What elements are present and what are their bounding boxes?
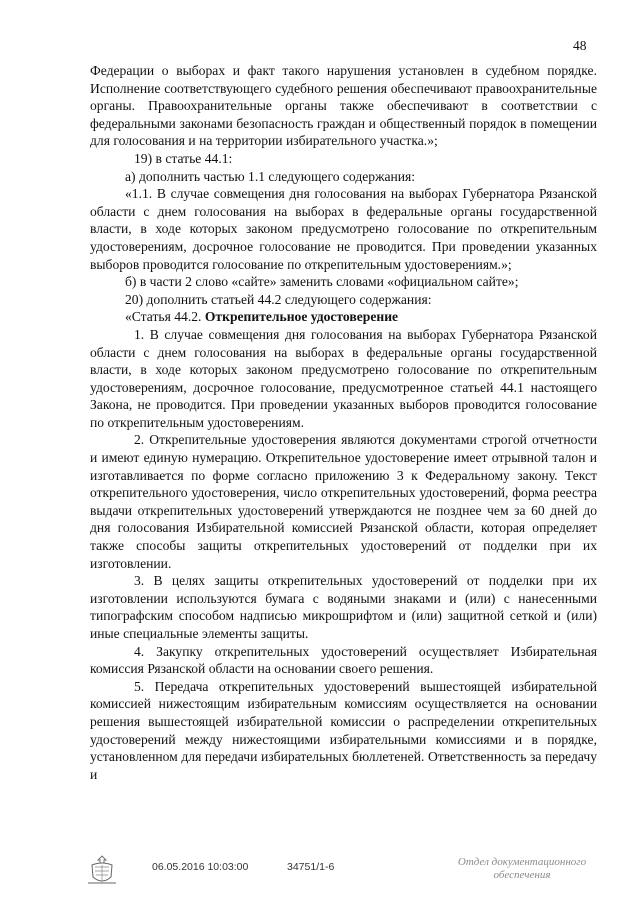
paragraph: а) дополнить частью 1.1 следующего содержания: bbox=[125, 168, 416, 184]
paragraph: 19) в статье 44.1: bbox=[134, 150, 233, 166]
department-line: обеспечения bbox=[493, 869, 551, 881]
footer-document-code: 34751/1-6 bbox=[287, 861, 335, 873]
paragraph: б) в части 2 слово «сайте» заменить словами «официальном сайте»; bbox=[125, 274, 519, 290]
article-paragraph: 4. Закупку открепительных удостоверений осуществляет Избирательная комиссия Рязанской области на основании своего решения. bbox=[90, 643, 597, 677]
page-number: 48 bbox=[573, 38, 587, 53]
article-paragraph: 5. Передача открепительных удостоверений вышестоящей избирательной комиссией нижестоящим избирательным комиссиям осуществляется на основании решения вышестоящей избирательной комиссии о распределении открепительных удостоверений между нижестоящими избирательными комиссиями и в порядке, установленном для передачи избирательных бюллетеней. Ответственность за передачу и bbox=[90, 678, 597, 782]
article-heading bbox=[90, 308, 597, 326]
article-paragraph: 1. В случае совмещения дня голосования на выборах Губернатора Рязанской области с днем голосования на выборах в федеральные органы государственной власти, в ходе которых законом предусмотрено голосование по открепительным удостоверениям, досрочное голосование, предусмотренное статьей 44.1 настоящего Закона, не проводится. При проведении указанных выборов проводится голосование по открепительным удостоверениям. bbox=[90, 326, 597, 430]
department-stamp bbox=[452, 856, 592, 882]
department-line: Отдел документационного bbox=[457, 856, 587, 868]
article-paragraph: 3. В целях защиты открепительных удостоверений от подделки при их изготовлении используются бумага с водяными знаками и (или) с нанесенными типографским способом надписью микрошрифтом и (или) защитной сеткой и (или) иные специальные элементы защиты. bbox=[90, 573, 597, 641]
paragraph: 20) дополнить статьей 44.2 следующего содержания: bbox=[125, 291, 432, 307]
article-heading-title: Открепительное удостоверение bbox=[204, 309, 399, 325]
article-paragraph: 2. Открепительные удостоверения являются документами строгой отчетности и имеют единую нумерацию. Открепительное удостоверение имеет отрывной талон и изготавливается по форме согласно приложению 3 к Федеральному закону. Текст открепительного удостоверения, число открепительных удостоверений, форма реестра выдачи открепительных удостоверений утверждаются не позднее чем за 60 дней до дня голосования Избирательной комиссией Рязанской области, которая определяет также способы защиты открепительных удостоверений от подделки при их изготовлении. bbox=[90, 432, 597, 571]
paragraph: «1.1. В случае совмещения дня голосования на выборах Губернатора Рязанской области с днем голосования на выборах в федеральные органы государственной власти, в ходе которых законом предусмотрено голосование по открепительным удостоверениям, досрочное голосование не проводится. При проведении указанных выборов проводится голосование по открепительным удостоверениям.»; bbox=[90, 186, 597, 272]
article-heading-prefix: «Статья 44.2. bbox=[125, 309, 205, 325]
coat-of-arms-icon bbox=[85, 854, 119, 886]
footer-datetime: 06.05.2016 10:03:00 bbox=[152, 861, 249, 873]
document-body bbox=[90, 62, 597, 783]
page-footer bbox=[0, 852, 640, 905]
paragraph: Федерации о выборах и факт такого нарушения установлен в судебном порядке. Исполнение соответствующего судебного решения обеспечивают правоохранительные органы. Правоохранительные органы также обеспечивают в соответствии с федеральными законами безопасность граждан и общественный порядок в помещении для голосования и на территории избирательного участка.»; bbox=[90, 63, 597, 149]
